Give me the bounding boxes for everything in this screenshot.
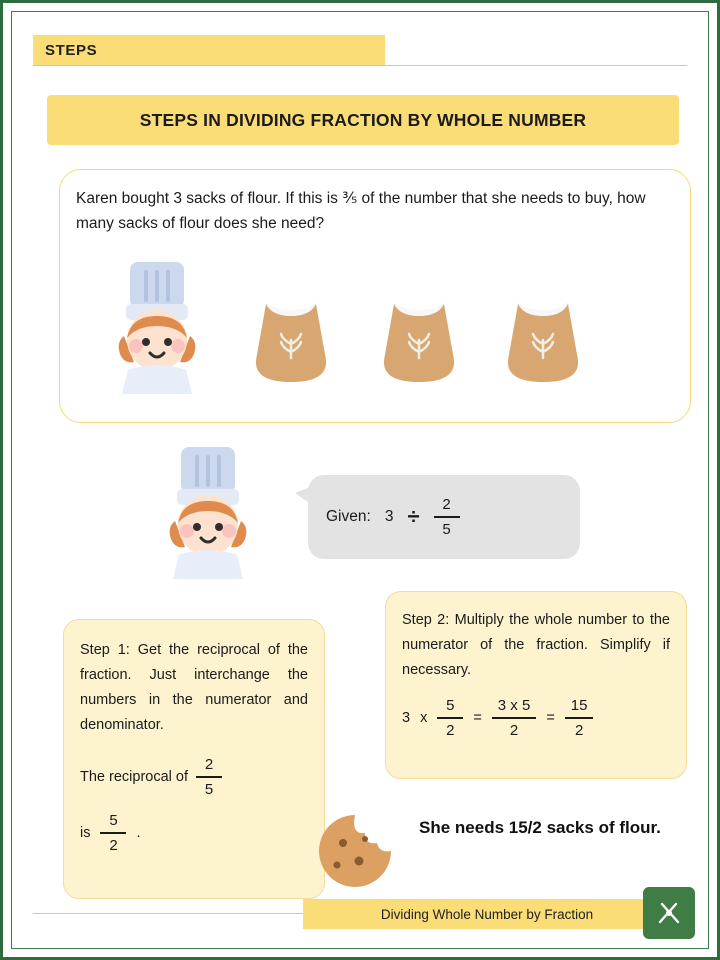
fraction-bar [196, 776, 222, 778]
given-fraction-denominator: 5 [442, 520, 451, 538]
problem-box [59, 169, 691, 423]
given-fraction-numerator: 2 [442, 496, 451, 513]
given-label: Given: [326, 508, 371, 525]
given-bubble [308, 475, 580, 559]
fraction-bar [434, 516, 460, 518]
brand-logo [643, 887, 695, 939]
footer-tab-label: Dividing Whole Number by Fraction [380, 906, 594, 922]
reciprocal-line [80, 756, 308, 798]
flour-sack-3 [488, 278, 598, 396]
page-title: STEPS IN DIVIDING FRACTION BY WHOLE NUMBER [139, 109, 587, 130]
header-tab-label: STEPS [45, 41, 98, 59]
step2-equals-2: = [546, 710, 555, 726]
pencil-ruler-icon [652, 896, 686, 930]
step2-result-numerator: 15 [570, 697, 588, 714]
given-fraction [434, 496, 460, 538]
cookie-icon [313, 809, 397, 893]
division-sign: ÷ [407, 504, 420, 529]
reciprocal-result-numerator: 5 [109, 812, 118, 829]
period-mark: . [136, 825, 141, 841]
reciprocal-result-line [80, 812, 308, 854]
reciprocal-source-fraction [196, 756, 222, 798]
fraction-bar [492, 717, 537, 719]
step2-text: Step 2: Multiply the whole number to the numerator of the fraction. Simplify if necessary. [402, 612, 670, 678]
step2-equals-1: = [473, 710, 482, 726]
title-banner [47, 95, 679, 145]
given-expression [326, 475, 460, 559]
fraction-bar [100, 832, 126, 834]
step1-box [63, 619, 325, 899]
step2-result-denominator: 2 [574, 721, 584, 739]
final-answer: She needs 15/2 sacks of flour. [419, 818, 661, 837]
step2-equation [402, 697, 670, 739]
step2-product-fraction [492, 697, 537, 739]
header-divider [33, 65, 687, 66]
footer-tab [303, 899, 671, 929]
step2-fraction-numerator: 5 [446, 697, 455, 714]
header-tab [33, 35, 385, 65]
flour-sack-2 [364, 278, 474, 396]
reciprocal-source-numerator: 2 [204, 756, 214, 773]
is-label: is [80, 825, 91, 841]
step2-product-numerator: 3 x 5 [497, 697, 531, 714]
fraction-bar [437, 717, 463, 719]
reciprocal-result-denominator: 2 [109, 836, 118, 854]
step2-fraction [437, 697, 463, 739]
step2-whole-number: 3 [402, 710, 411, 726]
reciprocal-label: The reciprocal of [80, 769, 188, 785]
given-whole-number: 3 [384, 508, 394, 525]
reciprocal-source-denominator: 5 [204, 780, 214, 798]
step2-fraction-denominator: 2 [446, 721, 455, 739]
fraction-bar [565, 717, 594, 719]
reciprocal-result-fraction [100, 812, 126, 854]
step2-result-fraction [565, 697, 594, 739]
step1-text: Step 1: Get the reciprocal of the fraction. Just interchange the numbers in the numerator and denominator. [80, 642, 308, 733]
flour-sack-1 [236, 278, 346, 396]
chef-illustration-2 [153, 443, 263, 583]
chef-illustration [102, 258, 212, 398]
step2-box [385, 591, 687, 779]
problem-text: Karen bought 3 sacks of flour. If this is ⅗ of the number that she needs to buy, how many sacks of flour does she need? [76, 190, 646, 232]
step2-times-sign: x [420, 710, 428, 726]
step2-product-denominator: 2 [509, 721, 519, 739]
